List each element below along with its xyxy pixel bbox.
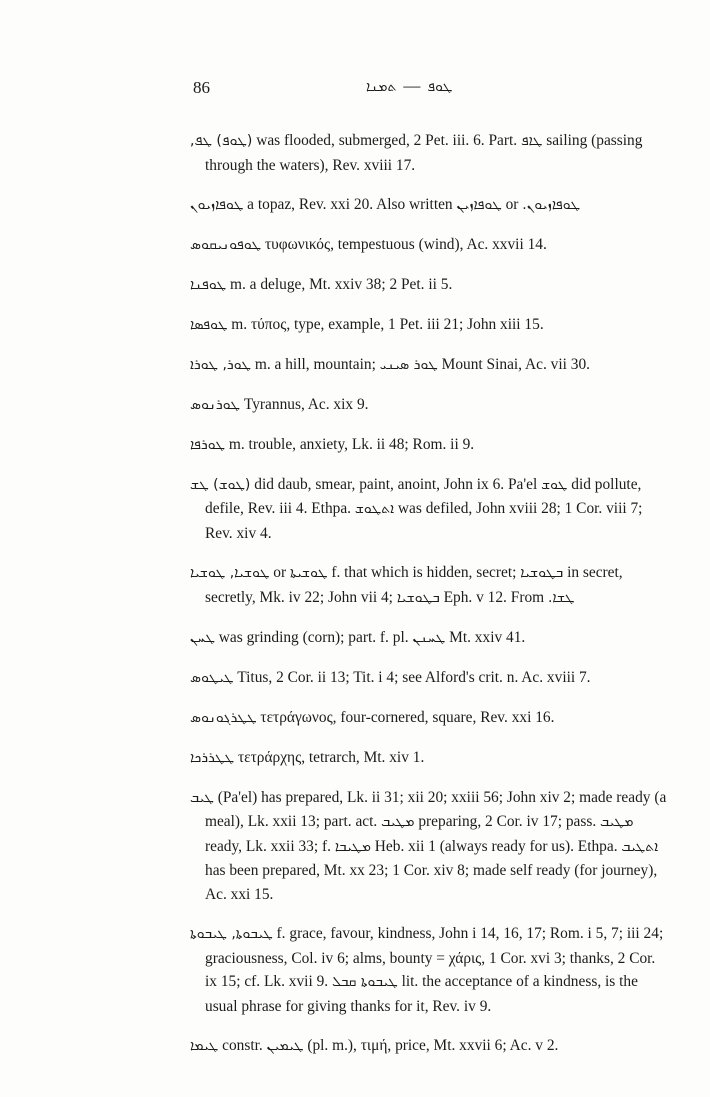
entry-text: (Pa'el) has prepared, Lk. ii 31; xii 20; xxiii 56; John xiv 2; made ready (a meal), Lk. xxii 13; part. act.: [205, 788, 667, 831]
entry-syriac: ܒܛܘܫܝܐ: [396, 589, 440, 606]
entry-headword: ܛܝܒܘܬܐ, ܛܝܒܘܬܐ: [190, 925, 273, 942]
entry-syriac: ܛܐܦ: [520, 133, 543, 150]
entry-text: or: [505, 195, 519, 213]
dictionary-entry: [190, 273, 668, 298]
dictionary-entry: [190, 433, 668, 458]
entry-syriac: ܛܘܪ ܣܝܢܝ: [379, 356, 438, 373]
entry-text: was defiled, John xviii 28; 1 Cor. viii 7; Rev. xiv 4.: [205, 500, 643, 543]
entry-text: τετράγωνος, four-cornered, square, Rev. xxi 16.: [260, 708, 555, 726]
entry-headword: (ܛܘܦ) ܛܦ,: [190, 133, 253, 150]
dictionary-entry: [190, 353, 668, 378]
dictionary-entry: [190, 706, 668, 731]
entry-text: Heb. xii 1 (always ready for us). Ethpa.: [374, 837, 618, 855]
entry-text: τυφωνικός, tempestuous (wind), Ac. xxvii 14.: [264, 235, 547, 253]
entry-text: was flooded, submerged, 2 Pet. iii. 6. Part.: [256, 132, 518, 150]
entry-text: f. that which is hidden, secret;: [331, 564, 517, 582]
entry-text: Mt. xxiv 41.: [449, 628, 526, 646]
entry-list: [190, 114, 668, 1064]
entry-syriac: ܛܘܫ: [541, 476, 568, 493]
entry-syriac: ܡܛܝܒ: [381, 814, 415, 831]
entry-text: lit. the acceptance of a kindness, is the usual phrase for giving thanks for it, Rev. iv 9.: [205, 973, 638, 1015]
entry-text: did pollute, defile, Rev. iii 4. Ethpa.: [205, 475, 642, 518]
entry-headword: ܛܝܡܐ: [190, 1037, 219, 1054]
dictionary-entry: [190, 786, 668, 907]
dictionary-entry: [190, 666, 668, 691]
running-title-dash: —: [403, 76, 421, 95]
entry-text: f. grace, favour, kindness, John i 14, 16, 17; Rom. i 5, 7; iii 24; graciousness, Col. iv 6; alms, bounty = χάρις, 1 Cor. xvi 3; thanks, 2 Cor. ix 15; cf. Lk. xvii 9.: [205, 924, 664, 991]
entry-headword: ܛܝܒ: [190, 789, 214, 806]
entry-text: did daub, smear, paint, anoint, John ix 6. Pa'el: [254, 475, 538, 493]
dictionary-entry: [190, 1034, 668, 1059]
entry-text: preparing, 2 Cor. iv 17; pass.: [418, 813, 597, 831]
running-title: [366, 76, 452, 96]
entry-text: has been prepared, Mt. xx 23; 1 Cor. xiv 8; made self ready (for journey), Ac. xxi 15.: [205, 862, 658, 903]
entry-text: m. a hill, mountain;: [254, 355, 376, 373]
entry-syriac: ܒܛܘܫܝܐ: [520, 565, 564, 582]
entry-text: or: [273, 564, 287, 582]
entry-text: Titus, 2 Cor. ii 13; Tit. i 4; see Alford's crit. n. Ac. xviii 7.: [237, 668, 591, 686]
entry-text: constr.: [222, 1036, 263, 1054]
entry-headword: ܛܘܫܝܐ, ܛܘܫܝܐ: [190, 565, 270, 582]
entry-text: a topaz, Rev. xxi 20. Also written: [247, 195, 453, 213]
dictionary-entry: [190, 473, 668, 546]
entry-text: was grinding (corn); part. f. pl.: [218, 628, 409, 646]
entry-headword: ܛܘܦܣܐ: [190, 316, 228, 333]
dictionary-entry: [190, 746, 668, 771]
entry-headword: ܛܛܪܪܟܐ: [190, 749, 235, 766]
dictionary-entry: [190, 313, 668, 338]
entry-syriac: ܡܛܝܒ: [600, 814, 634, 831]
dictionary-entry: [190, 129, 668, 177]
entry-text: (pl. m.), τιμή, price, Mt. xxvii 6; Ac. v 2.: [307, 1036, 559, 1054]
entry-syriac: ܛܝܡܝܢ: [266, 1037, 304, 1054]
entry-syriac: ܛܚܢܢ: [412, 629, 446, 646]
dictionary-entry: [190, 561, 668, 610]
entry-syriac: ܛܝܒܘܬܐ ܩܒܠ: [331, 974, 398, 991]
entry-syriac: ܐܬܛܝܒ: [621, 838, 659, 855]
entry-syriac: ܡܛܝܒܐ: [334, 838, 371, 855]
entry-text: sailing (passing through the waters), Rev. xviii 17.: [205, 132, 643, 174]
entry-text: m. a deluge, Mt. xxiv 38; 2 Pet. ii 5.: [230, 275, 453, 293]
entry-headword: ܛܘܦܘܢܝܩܘܣ: [190, 236, 262, 253]
entry-syriac: ܛܘܦܐܙܝܢ: [456, 196, 502, 213]
dictionary-entry: [190, 393, 668, 418]
entry-text: τετράρχης, tetrarch, Mt. xiv 1.: [237, 748, 425, 766]
running-title-right: ܬܡܢܐ: [366, 79, 397, 95]
dictionary-entry: [190, 922, 668, 1018]
entry-text: m. τύπος, type, example, 1 Pet. iii 21; John xiii 15.: [231, 315, 544, 333]
entry-syriac: ܛܘܦܐܙܝܘܢ.: [522, 196, 581, 213]
entry-headword: ܛܘܦܢܐ: [190, 276, 227, 293]
page-header: [0, 76, 710, 102]
entry-syriac: ܛܘܫܝܬܐ: [289, 565, 328, 582]
running-title-left: ܛܘܦ: [427, 79, 453, 95]
entry-headword: ܛܘܦܐܙܝܘܢ: [190, 196, 244, 213]
entry-headword: (ܛܘܫ) ܛܫ: [190, 476, 251, 493]
entry-headword: ܛܘܪܢܘܣ: [190, 396, 241, 413]
entry-text: in secret, secretly, Mk. iv 22; John vii 4;: [205, 564, 623, 606]
entry-text: Tyrannus, Ac. xix 9.: [243, 395, 369, 413]
entry-text: Mount Sinai, Ac. vii 30.: [441, 355, 590, 373]
dictionary-entry: [190, 193, 668, 218]
entry-text: ready, Lk. xxii 33; f.: [205, 837, 331, 855]
page-number: 86: [193, 78, 210, 97]
entry-syriac: ܐܬܛܘܫ: [354, 501, 395, 518]
dictionary-entry: [190, 233, 668, 258]
entry-headword: ܛܚܢ: [190, 629, 215, 646]
entry-headword: ܛܘܪܦܐ: [190, 436, 226, 453]
dictionary-entry: [190, 626, 668, 651]
entry-headword: ܛܘܪ, ܛܘܪܐ: [190, 356, 252, 373]
entry-headword: ܛܝܛܘܣ: [190, 669, 234, 686]
entry-text: m. trouble, anxiety, Lk. ii 48; Rom. ii 9.: [228, 435, 475, 453]
entry-syriac: ܛܫܐ.: [547, 589, 575, 606]
entry-text: Eph. v 12. From: [443, 588, 545, 606]
entry-headword: ܛܛܪܓܘܢܘܣ: [190, 709, 257, 726]
